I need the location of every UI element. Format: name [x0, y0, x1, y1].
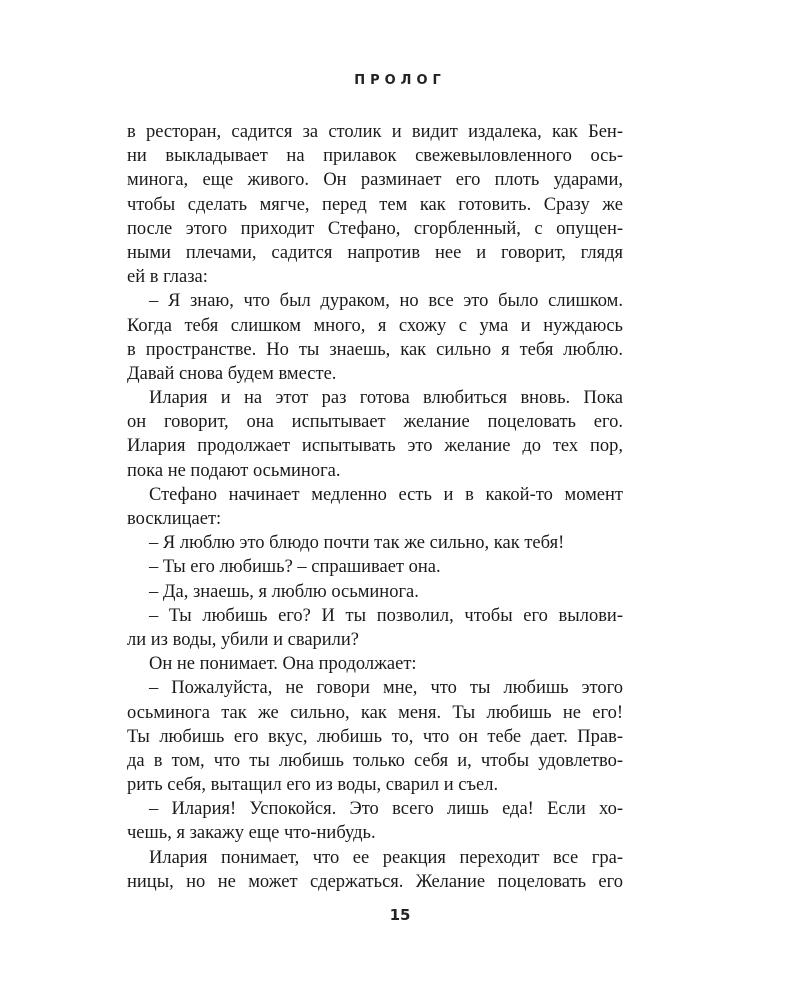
text-line: – Я люблю это блюдо почти так же сильно, как тебя!	[149, 533, 565, 554]
text-line: – Я знаю, что был дураком, но все это было слишком.	[149, 291, 623, 312]
text-line: Илария продолжает испытывать это желание до тех пор,	[127, 436, 623, 457]
page-number: 15	[389, 906, 411, 924]
text-line: Он не понимает. Она продолжает:	[149, 654, 417, 675]
text-line: ли из воды, убили и сварили?	[127, 629, 360, 650]
running-header: ПРОЛОГ	[354, 73, 446, 88]
text-line: после этого приходит Стефано, сгорбленный, с опущен-	[127, 218, 623, 239]
text-line: он говорит, она испытывает желание поцеловать его.	[127, 412, 623, 433]
text-line: – Илария! Успокойся. Это всего лишь еда! Если хо-	[149, 799, 623, 820]
text-line: – Пожалуйста, не говори мне, что ты любишь этого	[149, 678, 623, 699]
body-text	[127, 120, 623, 894]
text-line: Илария понимает, что ее реакция переходит все гра-	[149, 847, 623, 868]
text-line: Давай снова будем вместе.	[127, 363, 337, 384]
text-line: осьминога так же сильно, как меня. Ты любишь не его!	[127, 702, 623, 723]
text-line: чешь, я закажу еще что-нибудь.	[127, 823, 376, 844]
text-line: ницы, но не может сдержаться. Желание поцеловать его	[127, 871, 623, 892]
text-line: ни выкладывает на прилавок свежевыловленного ось-	[127, 146, 623, 167]
text-line: рить себя, вытащил его из воды, сварил и съел.	[127, 775, 499, 796]
text-line: пока не подают осьминога.	[127, 460, 341, 481]
text-line: Когда тебя слишком много, я схожу с ума и нуждаюсь	[127, 315, 623, 336]
text-line: в ресторан, садится за столик и видит издалека, как Бен-	[127, 122, 623, 142]
text-line: Стефано начинает медленно есть и в какой-то момент	[149, 484, 623, 505]
text-line: – Ты любишь его? И ты позволил, чтобы его вылови-	[149, 605, 623, 626]
text-line: – Ты его любишь? – спрашивает она.	[149, 557, 441, 578]
text-line: Илария и на этот раз готова влюбиться вновь. Пока	[149, 388, 623, 409]
text-line: ными плечами, садится напротив нее и говорит, глядя	[127, 242, 623, 263]
text-line: восклицает:	[127, 509, 222, 529]
text-line: – Да, знаешь, я люблю осьминога.	[149, 581, 419, 602]
text-line: чтобы сделать мягче, перед тем как готовить. Сразу же	[127, 194, 623, 215]
text-line: в пространстве. Но ты знаешь, как сильно я тебя люблю.	[127, 339, 623, 360]
text-line: ей в глаза:	[127, 267, 208, 288]
text-line: минога, еще живого. Он разминает его плоть ударами,	[127, 170, 623, 191]
text-line: да в том, что ты любишь только себя и, чтобы удовлетво-	[127, 750, 623, 771]
text-line: Ты любишь его вкус, любишь то, что он тебе дает. Прав-	[127, 726, 623, 747]
